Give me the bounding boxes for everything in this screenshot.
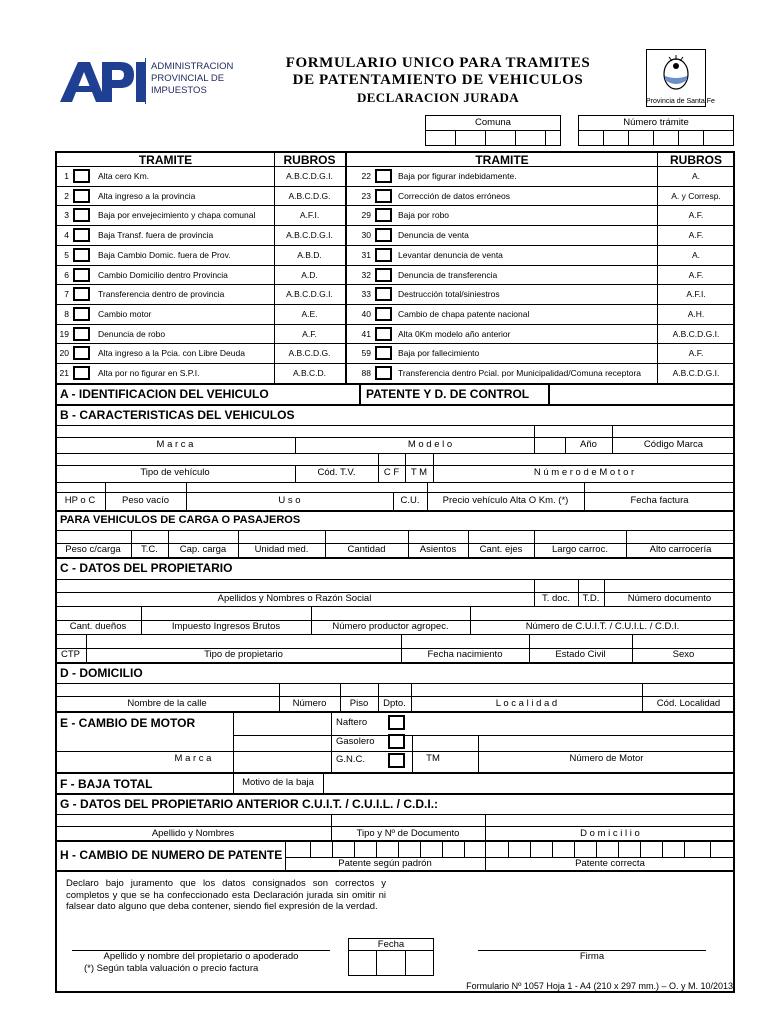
tramite-number: 8 xyxy=(64,308,69,319)
localidad-label: L o c a l i d a d xyxy=(495,698,558,709)
agency-line-1: ADMINISTRACION xyxy=(151,61,234,72)
fecha-factura-label: Fecha factura xyxy=(630,495,689,506)
tramite-number: 22 xyxy=(361,171,371,181)
tramite-rubros: A.D. xyxy=(301,269,318,280)
peso-carga-label: Peso c/carga xyxy=(65,544,121,555)
g-apellido-label: Apellido y Nombres xyxy=(151,828,235,839)
tramite-label: Baja Cambio Domic. fuera de Prov. xyxy=(98,249,231,260)
tramite-rubros: A.B.C.D.G.I. xyxy=(286,289,333,300)
cu-label: C.U. xyxy=(400,495,420,506)
gnc-label: G.N.C. xyxy=(336,754,366,765)
section-b-title: B - CARACTERISTICAS DEL VEHICULOS xyxy=(60,408,295,422)
tramite-label: Baja por fallecimiento xyxy=(398,348,480,359)
peso-vacio-label: Peso vacío xyxy=(122,495,169,506)
tramite-rubros: A.B.C.D.G. xyxy=(288,190,331,201)
unidad-med-label: Unidad med. xyxy=(254,544,309,555)
tramite-label: Cambio motor xyxy=(98,308,152,319)
section-g-title: G - DATOS DEL PROPIETARIO ANTERIOR C.U.I.T. / C.U.I.L. / C.D.I.: xyxy=(60,797,439,811)
tramite-number: 40 xyxy=(361,308,371,319)
numero-motor-label: N ú m e r o d e M o t o r xyxy=(533,467,635,478)
cuit-label: Número de C.U.I.T. / C.U.I.L. / C.D.I. xyxy=(525,621,680,632)
declaration-text: Declaro bajo juramento que los datos consignados son correctos y completos y que se ha confeccionado esta Declaración jurada sin omitir ni falsear dato alguno que deba contener, siendo fiel expresión de la verdad. xyxy=(66,878,386,912)
tramite-label: Alta por no figurar en S.P.I. xyxy=(98,368,200,378)
tramite-number: 19 xyxy=(59,328,69,339)
tramite-label: Transferencia dentro de provincia xyxy=(98,289,225,300)
agency-line-3: IMPUESTOS xyxy=(151,85,207,96)
g-domicilio-label: D o m i c i l i o xyxy=(580,828,640,839)
modelo-label: M o d e l o xyxy=(407,439,453,450)
tramite-rubros: A. xyxy=(691,171,701,181)
section-f-title: F - BAJA TOTAL xyxy=(60,777,153,791)
tramite-header-left: TRAMITE xyxy=(138,153,193,167)
header xyxy=(0,0,768,112)
sexo-label: Sexo xyxy=(672,649,695,660)
tramite-number: 6 xyxy=(64,269,69,280)
tramite-rubros: A.F. xyxy=(688,210,704,221)
form-subtitle: DECLARACION JURADA xyxy=(356,90,520,105)
tramite-checkbox[interactable] xyxy=(73,366,90,380)
tramite-number: 20 xyxy=(59,348,69,359)
patente-correcta-label: Patente correcta xyxy=(575,858,645,869)
numero-documento-label: Número documento xyxy=(627,593,712,604)
apoderado-label: Apellido y nombre del propietario o apoderado xyxy=(103,951,299,962)
tramite-number: 23 xyxy=(361,190,371,201)
tramite-header-right: TRAMITE xyxy=(475,153,529,167)
anio-label: Año xyxy=(580,439,597,450)
cap-carga-label: Cap. carga xyxy=(179,544,227,555)
firma-label: Firma xyxy=(579,951,605,962)
tramite-rubros: A.F. xyxy=(302,328,317,339)
tramite-number: 33 xyxy=(361,289,371,300)
cf-label: C F xyxy=(383,467,400,478)
apellidos-label: Apellidos y Nombres o Razón Social xyxy=(217,593,372,604)
comuna-label: Comuna xyxy=(475,117,511,128)
tramite-label: Denuncia de transferencia xyxy=(398,269,498,280)
tramite-number: 3 xyxy=(64,210,69,221)
tramite-label: Alta 0Km modelo año anterior xyxy=(398,328,511,339)
api-logo xyxy=(56,58,146,104)
tramite-label: Denuncia de venta xyxy=(398,230,469,241)
naftero-checkbox[interactable] xyxy=(388,715,405,730)
tramite-number: 88 xyxy=(361,368,371,378)
tramite-number: 5 xyxy=(64,249,69,260)
tramite-rubros: A.H. xyxy=(687,308,705,319)
tramite-number: 1 xyxy=(64,171,69,181)
tramite-number: 29 xyxy=(361,210,371,221)
t-doc-label: T. doc. xyxy=(542,593,570,604)
tramite-checkbox[interactable] xyxy=(375,228,392,242)
tramite-number: 21 xyxy=(59,368,69,378)
tramite-label: Baja por robo xyxy=(398,210,450,221)
tramite-number: 7 xyxy=(64,289,69,300)
tramite-rubros: A.B.C.D.G.I. xyxy=(286,230,333,241)
hp-label: HP o C xyxy=(64,495,96,506)
tramite-rubros: A.F. xyxy=(688,269,704,280)
tramite-label: Transferencia dentro Pcial. por Municipalidad/Comuna receptora xyxy=(398,368,642,378)
tramite-checkbox[interactable] xyxy=(375,327,392,341)
patente-control-label: PATENTE Y D. DE CONTROL xyxy=(366,387,530,401)
section-e-title: E - CAMBIO DE MOTOR xyxy=(60,716,196,730)
fecha-label: Fecha xyxy=(377,939,405,950)
motor-numero-label: Número de Motor xyxy=(569,753,644,764)
cod-tv-label: Cód. T.V. xyxy=(317,467,356,478)
form-code: Formulario Nº 1057 Hoja 1 - A4 (210 x 297 mm.) – O. y M. 10/2013 xyxy=(466,981,733,991)
tipo-propietario-label: Tipo de propietario xyxy=(204,649,283,660)
tramite-checkbox[interactable] xyxy=(73,327,90,341)
num-productor-label: Número productor agropec. xyxy=(332,621,449,632)
estado-civil-label: Estado Civil xyxy=(555,649,606,660)
tramite-rubros: A.B.C.D.G.I. xyxy=(672,328,720,339)
precio-label: Precio vehículo Alta O Km. (*) xyxy=(442,495,569,506)
tramite-rubros: A.E. xyxy=(301,308,318,319)
tramite-label: Baja por figurar indebidamente. xyxy=(398,171,517,181)
codigo-marca-label: Código Marca xyxy=(643,439,704,450)
rubros-header-right: RUBROS xyxy=(669,153,722,167)
cantidad-label: Cantidad xyxy=(347,544,386,555)
g-tipo-doc-label: Tipo y Nº de Documento xyxy=(356,828,460,839)
tc-label: T.C. xyxy=(141,544,158,555)
iibb-label: Impuesto Ingresos Brutos xyxy=(171,621,281,632)
section-c-title: C - DATOS DEL PROPIETARIO xyxy=(60,561,233,575)
motor-tm-label: TM xyxy=(426,753,440,764)
cant-ejes-label: Cant. ejes xyxy=(479,544,523,555)
province-label: Provincia de Santa Fe xyxy=(646,98,715,105)
tramite-label: Cambio de chapa patente nacional xyxy=(398,308,530,319)
tramite-checkbox[interactable] xyxy=(375,268,392,282)
calle-label: Nombre de la calle xyxy=(127,698,207,709)
gasolero-checkbox[interactable] xyxy=(388,734,405,749)
tramite-checkbox[interactable] xyxy=(375,307,392,321)
carga-title: PARA VEHICULOS DE CARGA O PASAJEROS xyxy=(60,514,301,526)
agency-line-2: PROVINCIAL DE xyxy=(151,73,225,84)
tipo-vehiculo-label: Tipo de vehículo xyxy=(140,467,210,478)
tramite-number: 41 xyxy=(361,328,371,339)
tramite-checkbox[interactable] xyxy=(73,169,90,183)
fecha-nacimiento-label: Fecha nacimiento xyxy=(427,649,503,660)
agency-name xyxy=(151,61,233,97)
gnc-checkbox[interactable] xyxy=(388,753,405,768)
dpto-label: Dpto. xyxy=(383,698,406,709)
santa-fe-coat-of-arms-icon xyxy=(661,54,691,92)
form-title-line-1: FORMULARIO UNICO PARA TRAMITES xyxy=(285,55,591,71)
cod-localidad-label: Cód. Localidad xyxy=(656,698,721,709)
tramite-checkbox[interactable] xyxy=(73,307,90,321)
piso-label: Piso xyxy=(349,698,369,709)
tramite-label: Baja por envejecimiento y chapa comunal xyxy=(98,210,256,221)
alto-carroceria-label: Alto carrocería xyxy=(649,544,712,555)
motor-marca-label: M a r c a xyxy=(174,753,212,764)
tramite-rubros: A.F. xyxy=(688,230,704,241)
tramite-checkbox[interactable] xyxy=(73,248,90,262)
tramite-checkbox[interactable] xyxy=(73,228,90,242)
tramite-rubros: A.F. xyxy=(688,348,704,359)
tramite-rubros: A.B.C.D. xyxy=(292,368,327,378)
numero-label: Número xyxy=(292,698,327,709)
tramite-rubros: A.B.C.D.G.I. xyxy=(672,368,720,378)
cant-duenos-label: Cant. dueños xyxy=(69,621,127,632)
tramite-checkbox[interactable] xyxy=(73,287,90,301)
tramite-checkbox[interactable] xyxy=(73,346,90,360)
tramite-label: Alta ingreso a la Pcia. con Libre Deuda xyxy=(98,348,245,359)
naftero-label: Naftero xyxy=(336,717,368,728)
numero-tramite-label: Número trámite xyxy=(623,117,689,128)
tramite-checkbox[interactable] xyxy=(375,366,392,380)
tramite-checkbox[interactable] xyxy=(375,169,392,183)
tramite-label: Levantar denuncia de venta xyxy=(398,249,503,260)
section-a-title: A - IDENTIFICACION DEL VEHICULO xyxy=(60,387,269,401)
gasolero-label: Gasolero xyxy=(336,736,375,747)
largo-carroc-label: Largo carroc. xyxy=(552,544,608,555)
tramite-label: Destrucción total/siniestros xyxy=(398,289,500,300)
tramite-rubros: A.F.I. xyxy=(686,289,706,300)
tramite-number: 59 xyxy=(361,348,371,359)
tramite-label: Cambio Domicilio dentro Provincia xyxy=(98,269,228,280)
tramite-label: Denuncia de robo xyxy=(98,328,166,339)
tm-label: T M xyxy=(410,467,428,478)
uso-label: U s o xyxy=(278,495,301,506)
tramite-label: Alta ingreso a la provincia xyxy=(98,190,196,201)
rubros-header-left: RUBROS xyxy=(283,153,336,167)
tramite-rubros: A. y Corresp. xyxy=(671,190,721,201)
tramite-number: 31 xyxy=(361,249,371,260)
tramite-rubros: A. xyxy=(691,249,701,260)
td-label: T.D. xyxy=(582,593,600,604)
tramite-label: Corrección de datos erróneos xyxy=(398,190,510,201)
tramite-checkbox[interactable] xyxy=(73,189,90,203)
tramite-checkbox[interactable] xyxy=(73,208,90,222)
tramite-number: 32 xyxy=(361,269,371,280)
tramite-checkbox[interactable] xyxy=(375,346,392,360)
ctp-label: CTP xyxy=(61,649,80,660)
tramite-rubros: A.B.C.D.G. xyxy=(288,348,331,359)
section-h-title: H - CAMBIO DE NUMERO DE PATENTE xyxy=(60,848,283,862)
tramite-checkbox[interactable] xyxy=(375,208,392,222)
marca-label: M a r c a xyxy=(156,439,194,450)
section-d-title: D - DOMICILIO xyxy=(60,666,143,680)
tramite-rubros: A.B.C.D.G.I. xyxy=(286,171,333,181)
asientos-label: Asientos xyxy=(419,544,457,555)
tramite-number: 2 xyxy=(64,190,69,201)
tramite-rubros: A.B.D. xyxy=(297,249,322,260)
patente-padron-label: Patente según padrón xyxy=(338,858,432,869)
tramite-number: 30 xyxy=(361,230,371,241)
form-title-line-2: DE PATENTAMIENTO DE VEHICULOS xyxy=(292,72,584,88)
tramite-checkbox[interactable] xyxy=(375,189,392,203)
tramite-number: 4 xyxy=(64,230,69,241)
tramite-checkbox[interactable] xyxy=(375,248,392,262)
tramite-checkbox[interactable] xyxy=(73,268,90,282)
tramite-label: Baja Transf. fuera de provincia xyxy=(98,230,214,241)
tramite-checkbox[interactable] xyxy=(375,287,392,301)
motivo-baja-label: Motivo de la baja xyxy=(242,777,314,788)
nota-label: (*) Según tabla valuación o precio factura xyxy=(84,963,259,974)
tramite-rubros: A.F.I. xyxy=(299,210,320,221)
tramite-label: Alta cero Km. xyxy=(98,171,150,181)
